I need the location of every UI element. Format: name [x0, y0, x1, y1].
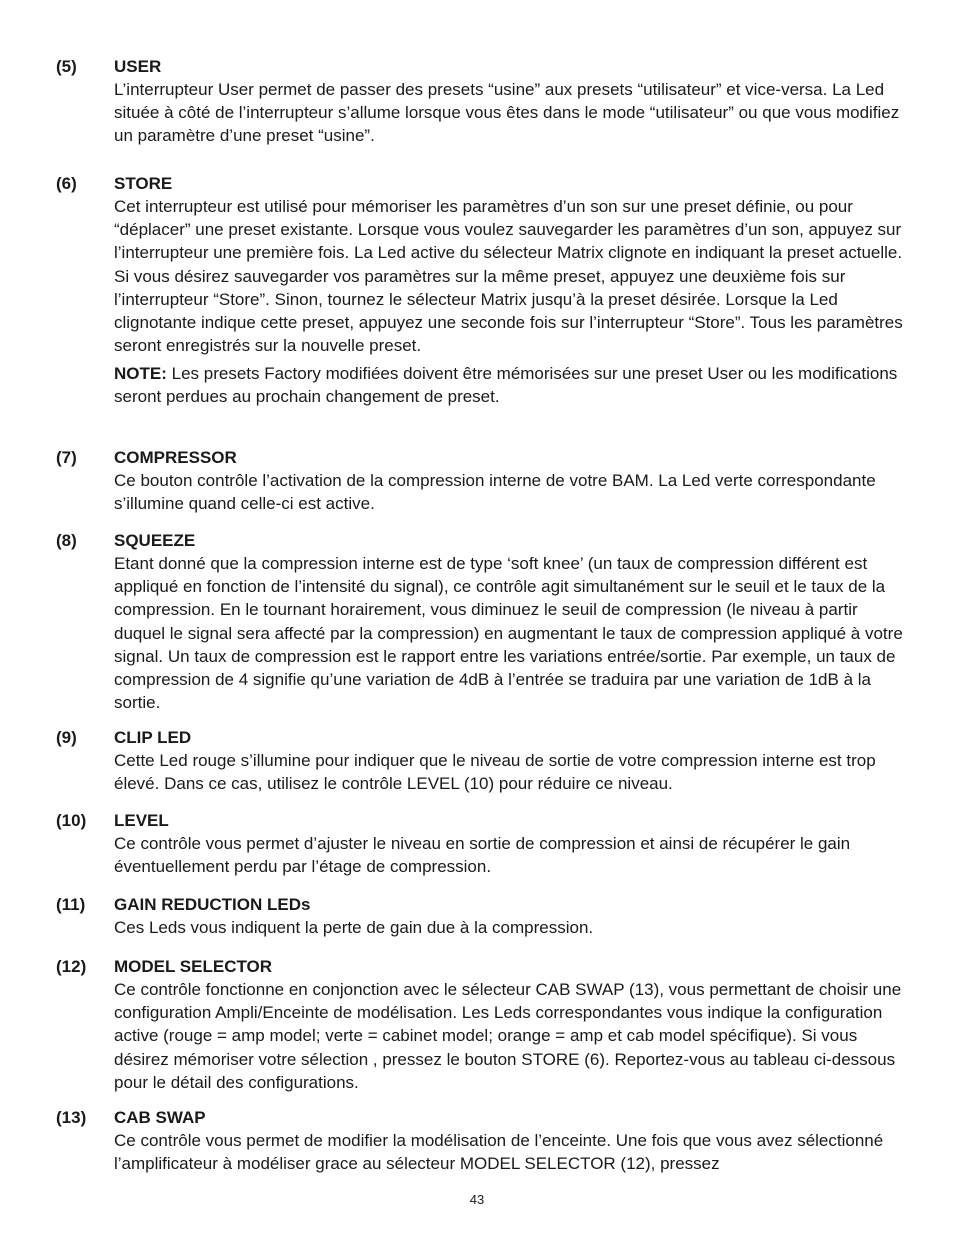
section-text: Etant donné que la compression interne est de type ‘soft knee’ (un taux de compression différent est appliqué en fonction de l’intensité du signal), ce contrôle agit simultanément sur le seuil et le taux de la compression. En le tournant horairement, vous diminuez le seuil de compression (le niveau à partir duquel le signal sera affecté par la compression) en augmentant le taux de compression appliqué à votre signal. Un taux de compression est le rapport entre les variations entrée/sortie. Par exemple, un taux de compression de 4 signifie qu’une variation de 4dB à l’entrée se traduira par une variation de 1dB à la sortie.	[114, 554, 903, 713]
section-level	[56, 809, 906, 878]
section-text: Cette Led rouge s’illumine pour indiquer que le niveau de sortie de votre compression interne est trop élevé. Dans ce cas, utilisez le contrôle LEVEL (10) pour réduire ce niveau.	[114, 751, 876, 794]
note-text: Les presets Factory modifiées doivent être mémorisées sur une preset User ou les modifications seront perdues au prochain changement de preset.	[114, 364, 898, 407]
section-text: Ce bouton contrôle l’activation de la compression interne de votre BAM. La Led verte correspondante s’illumine quand celle-ci est active.	[114, 471, 876, 514]
section-title: GAIN REDUCTION LEDs	[114, 895, 311, 914]
section-title: STORE	[114, 174, 173, 193]
page-number: 43	[469, 1192, 485, 1207]
section-text: Ces Leds vous indiquent la perte de gain due à la compression.	[114, 918, 594, 937]
section-model-selector	[56, 955, 906, 1094]
section-number: (11)	[56, 895, 86, 914]
section-squeeze	[56, 529, 906, 714]
section-text: Ce contrôle vous permet de modifier la modélisation de l’enceinte. Une fois que vous avez sélectionné l’amplificateur à modéliser grace au sélecteur MODEL SELECTOR (12), pressez	[114, 1131, 884, 1174]
section-text: Ce contrôle fonctionne en conjonction avec le sélecteur CAB SWAP (13), vous permettant de choisir une configuration Ampli/Enceinte de modélisation. Les Leds correspondantes vous indique la configuration active (rouge = amp model; verte = cabinet model; orange = amp et cab model spécifique). Si vous désirez mémoriser votre sélection , pressez le bouton STORE (6). Reportez-vous au tableau ci-dessous pour le détail des configurations.	[114, 980, 902, 1092]
section-text: Ce contrôle vous permet d’ajuster le niveau en sortie de compression et ainsi de récupérer le gain éventuellement perdu par l’étage de compression.	[114, 834, 851, 877]
section-number: (10)	[56, 811, 87, 830]
note-label: NOTE:	[114, 364, 167, 384]
section-title: COMPRESSOR	[114, 448, 237, 467]
section-number: (13)	[56, 1108, 87, 1127]
section-text: L’interrupteur User permet de passer des presets “usine” aux presets “utilisateur” et vice-versa. La Led située à côté de l’interrupteur s’allume lorsque vous êtes dans le mode “utilisateur” ou que vous modifiez un paramètre d’une preset “usine”.	[114, 80, 900, 146]
section-user	[56, 55, 906, 148]
note-paragraph	[114, 362, 904, 408]
section-title: SQUEEZE	[114, 531, 196, 550]
section-title: LEVEL	[114, 811, 169, 830]
section-number: (8)	[56, 531, 77, 550]
section-number: (7)	[56, 448, 77, 467]
section-title: CAB SWAP	[114, 1108, 206, 1127]
section-title: CLIP LED	[114, 728, 192, 747]
section-clip-led	[56, 726, 906, 795]
section-title: MODEL SELECTOR	[114, 957, 273, 976]
section-text: Cet interrupteur est utilisé pour mémoriser les paramètres d’un son sur une preset définie, ou pour “déplacer” une preset existante. Lorsque vous voulez sauvegarder les paramètres d’un son, appuyez sur l’interrupteur une première fois. La Led active du sélecteur Matrix clignote en indiquant la preset actuelle. Si vous désirez sauvegarder vos paramètres sur la même preset, appuyez une deuxième fois sur l’interrupteur “Store”. Sinon, tournez le sélecteur Matrix jusqu’à la preset désirée. Lorsque la Led clignotante indique cette preset, appuyez une seconde fois sur l’interrupteur “Store”. Tous les paramètres seront enregistrés sur la nouvelle preset.	[114, 197, 903, 356]
section-number: (12)	[56, 957, 87, 976]
section-compressor	[56, 446, 906, 515]
section-cab-swap	[56, 1106, 906, 1175]
section-number: (9)	[56, 728, 77, 747]
section-number: (6)	[56, 174, 77, 193]
section-title: USER	[114, 57, 162, 76]
section-store	[56, 172, 906, 408]
section-gain-reduction-leds	[56, 893, 906, 939]
section-number: (5)	[56, 57, 77, 76]
